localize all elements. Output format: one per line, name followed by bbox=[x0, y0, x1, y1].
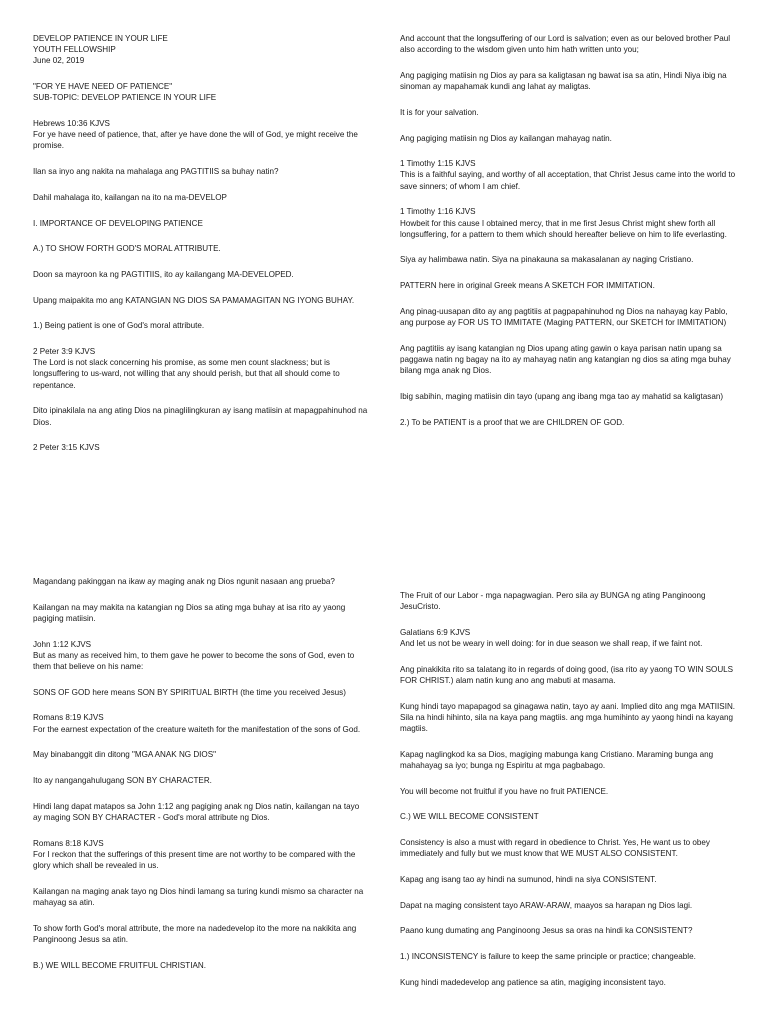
text-line: John 1:12 KJVS bbox=[33, 639, 92, 649]
text-line: 2 Peter 3:9 KJVS bbox=[33, 347, 96, 357]
text-line: Kung hindi tayo mapapagod sa ginagawa natin, tayo ay aani. Implied dito ang mga MATIISIN. Sila na hindi hihinto, sila na kaya pang magtiis. ang mga humihinto ay yaong hindi na kayang magtiis. bbox=[400, 701, 736, 734]
paragraph bbox=[33, 243, 368, 254]
text-line: You will become not fruitful if you have no fruit PATIENCE. bbox=[400, 786, 609, 796]
text-line: Dapat na maging consistent tayo ARAW-ARAW, maayos sa harapan ng Dios lagi. bbox=[400, 900, 693, 910]
paragraph bbox=[33, 602, 368, 624]
text-line: Ang pagiging matiisin ng Dios ay para sa kaligtasan ng bawat isa sa atin, Hindi Niya ibig na sinoman ay mapahamak kundi ang lahat ay maligtas. bbox=[400, 70, 727, 92]
paragraph bbox=[400, 133, 738, 144]
text-line: Kailangan na may makita na katangian ng Dios sa ating mga buhay at isa rito ay yaong pagiging matiisin. bbox=[33, 602, 346, 623]
text-line: I. IMPORTANCE OF DEVELOPING PATIENCE bbox=[33, 218, 203, 228]
text-line: Howbeit for this cause I obtained mercy, that in me first Jesus Christ might shew forth all longsuffering, for a pattern to them which should hereafter believe on him to life everlasting. bbox=[400, 218, 727, 239]
paragraph bbox=[400, 206, 738, 240]
text-line: Ang pagtitiis ay isang katangian ng Dios upang ating gawin o kaya parisan natin upang sa paggawa natin ng bagay na ito ay mahayag natin ang katangian ng dios sa ating mga buhay bilang mga anak ng Dios. bbox=[400, 343, 731, 376]
paragraph bbox=[33, 801, 368, 823]
text-line: Upang maipakita mo ang KATANGIAN NG DIOS SA PAMAMAGITAN NG IYONG BUHAY. bbox=[33, 295, 355, 305]
paragraph bbox=[33, 269, 368, 280]
text-line: YOUTH FELLOWSHIP bbox=[33, 45, 116, 55]
paragraph bbox=[33, 712, 368, 734]
paragraph bbox=[400, 837, 738, 859]
paragraph bbox=[400, 70, 738, 92]
top-right-column bbox=[400, 33, 738, 442]
text-line: This is a faithful saying, and worthy of all acceptation, that Christ Jesus came into the world to save sinners; of whom I am chief. bbox=[400, 170, 736, 191]
text-line: Romans 8:18 KJVS bbox=[33, 838, 104, 848]
paragraph bbox=[33, 687, 368, 698]
bottom-left-column bbox=[33, 576, 368, 985]
paragraph bbox=[33, 33, 368, 67]
text-line: Kapag naglingkod ka sa Dios, magiging mabunga kang Cristiano. Maraming bunga ang mahahayag sa iyo; bunga ng Espiritu at mga pagbabago. bbox=[400, 749, 714, 771]
text-line: DEVELOP PATIENCE IN YOUR LIFE bbox=[33, 34, 168, 43]
text-line: Kapag ang isang tao ay hindi na sumunod, hindi na siya CONSISTENT. bbox=[400, 875, 657, 885]
paragraph bbox=[33, 886, 368, 908]
paragraph bbox=[33, 923, 368, 945]
text-line: Ilan sa inyo ang nakita na mahalaga ang PAGTITIIS sa buhay natin? bbox=[33, 167, 279, 177]
text-line: Doon sa mayroon ka ng PAGTITIIS, ito ay kailangang MA-DEVELOPED. bbox=[33, 269, 294, 279]
paragraph bbox=[33, 405, 368, 427]
text-line: Paano kung dumating ang Panginoong Jesus sa oras na hindi ka CONSISTENT? bbox=[400, 926, 693, 936]
text-line: "FOR YE HAVE NEED OF PATIENCE" bbox=[33, 82, 173, 92]
text-line: 1 Timothy 1:16 KJVS bbox=[400, 207, 476, 217]
paragraph bbox=[400, 874, 738, 885]
paragraph bbox=[33, 749, 368, 760]
text-line: Siya ay halimbawa natin. Siya na pinakauna sa makasalanan ay naging Cristiano. bbox=[400, 255, 694, 265]
text-line: Ang pagiging matiisin ng Dios ay kailangan mahayag natin. bbox=[400, 133, 612, 143]
paragraph bbox=[400, 417, 738, 428]
text-line: Kailangan na maging anak tayo ng Dios hindi lamang sa turing kundi mismo sa character na mahayag sa atin. bbox=[33, 886, 364, 907]
paragraph bbox=[33, 576, 368, 587]
text-line: Ibig sabihin, maging matiisin din tayo (upang ang ibang mga tao ay mahatid sa kaligtasan) bbox=[400, 391, 724, 401]
paragraph bbox=[400, 811, 738, 822]
paragraph bbox=[400, 33, 738, 55]
text-line: Ang pinakikita rito sa talatang ito in regards of doing good, (isa rito ay yaong TO WIN SOULS FOR CHRIST.) alam natin kung ano ang mabuti at masama. bbox=[400, 664, 734, 686]
text-line: The Lord is not slack concerning his promise, as some men count slackness; but is longsuffering to us-ward, not willing that any should perish, but that all should come to repentance. bbox=[33, 358, 340, 390]
text-line: But as many as received him, to them gave he power to become the sons of God, even to them that believe on his name: bbox=[33, 650, 355, 672]
text-line: Ang pinag-uusapan dito ay ang pagtitiis at pagpapahinuhod ng Dios na nahayag kay Pablo, ang purpose ay FOR US TO IMMITATE (Maging PATTERN, our SKETCH for IMMITATION) bbox=[400, 306, 728, 328]
paragraph bbox=[400, 925, 738, 936]
paragraph bbox=[400, 306, 738, 328]
paragraph bbox=[400, 254, 738, 265]
paragraph bbox=[33, 775, 368, 786]
paragraph bbox=[33, 346, 368, 391]
paragraph bbox=[33, 166, 368, 177]
text-line: 1 Timothy 1:15 KJVS bbox=[400, 159, 476, 169]
paragraph bbox=[400, 627, 738, 649]
text-line: Kung hindi madedevelop ang patience sa atin, magiging inconsistent tayo. bbox=[400, 977, 666, 987]
text-line: June 02, 2019 bbox=[33, 56, 85, 66]
paragraph bbox=[33, 639, 368, 673]
text-line: Romans 8:19 KJVS bbox=[33, 713, 104, 723]
paragraph bbox=[400, 786, 738, 797]
paragraph bbox=[400, 280, 738, 291]
text-line: B.) WE WILL BECOME FRUITFUL CHRISTIAN. bbox=[33, 960, 206, 970]
bottom-right-column bbox=[400, 590, 738, 1003]
text-line: For I reckon that the sufferings of this present time are not worthy to be compared with the glory which shall be revealed in us. bbox=[33, 849, 356, 871]
paragraph bbox=[400, 590, 738, 612]
text-line: Hindi lang dapat matapos sa John 1:12 ang pagiging anak ng Dios natin, kailangan na tayo ay maging SON BY CHARACTER - God's moral attribute ng Dios. bbox=[33, 801, 360, 822]
paragraph bbox=[33, 320, 368, 331]
paragraph bbox=[400, 749, 738, 771]
text-line: Galatians 6:9 KJVS bbox=[400, 627, 471, 637]
text-line: And let us not be weary in well doing: for in due season we shall reap, if we faint not. bbox=[400, 639, 703, 649]
text-line: It is for your salvation. bbox=[400, 107, 479, 117]
text-line: C.) WE WILL BECOME CONSISTENT bbox=[400, 812, 539, 822]
text-line: SUB-TOPIC: DEVELOP PATIENCE IN YOUR LIFE bbox=[33, 93, 217, 103]
text-line: May binabanggit din ditong "MGA ANAK NG DIOS" bbox=[33, 750, 216, 760]
text-line: Dahil mahalaga ito, kailangan na ito na ma-DEVELOP bbox=[33, 192, 227, 202]
text-line: 2.) To be PATIENT is a proof that we are CHILDREN OF GOD. bbox=[400, 417, 625, 427]
text-line: PATTERN here in original Greek means A SKETCH FOR IMMITATION. bbox=[400, 281, 655, 291]
top-left-column bbox=[33, 33, 368, 468]
paragraph bbox=[400, 107, 738, 118]
text-line: Dito ipinakilala na ang ating Dios na pinaglilingkuran ay isang matiisin at mapagpahinuhod na Dios. bbox=[33, 406, 368, 427]
paragraph bbox=[33, 192, 368, 203]
paragraph bbox=[400, 664, 738, 686]
text-line: Consistency is also a must with regard in obedience to Christ. Yes, He want us to obey immediately and fully but we must know that WE MUST ALSO CONSISTENT. bbox=[400, 838, 710, 859]
text-line: Hebrews 10:36 KJVS bbox=[33, 119, 110, 129]
paragraph bbox=[33, 295, 368, 306]
paragraph bbox=[33, 118, 368, 152]
text-line: SONS OF GOD here means SON BY SPIRITUAL BIRTH (the time you received Jesus) bbox=[33, 687, 346, 697]
paragraph bbox=[400, 158, 738, 192]
paragraph bbox=[400, 951, 738, 962]
text-line: For ye have need of patience, that, after ye have done the will of God, ye might receive the promise. bbox=[33, 130, 358, 151]
text-line: Magandang pakinggan na ikaw ay maging anak ng Dios ngunit nasaan ang prueba? bbox=[33, 577, 335, 586]
text-line: Ito ay nangangahulugang SON BY CHARACTER. bbox=[33, 776, 212, 786]
text-line: The Fruit of our Labor - mga napagwagian. Pero sila ay BUNGA ng ating Panginoong JesuCristo. bbox=[400, 591, 706, 612]
paragraph bbox=[400, 900, 738, 911]
text-line: For the earnest expectation of the creature waiteth for the manifestation of the sons of God. bbox=[33, 724, 361, 734]
paragraph bbox=[33, 218, 368, 229]
paragraph bbox=[33, 838, 368, 872]
paragraph bbox=[33, 442, 368, 453]
text-line: 1.) INCONSISTENCY is failure to keep the same principle or practice; changeable. bbox=[400, 952, 696, 962]
paragraph bbox=[400, 343, 738, 377]
paragraph bbox=[33, 81, 368, 103]
text-line: And account that the longsuffering of our Lord is salvation; even as our beloved brother Paul also according to the wisdom given unto him hath written unto you; bbox=[400, 34, 731, 55]
text-line: To show forth God's moral attribute, the more na nadedevelop ito the more na nakikita ang Panginoong Jesus sa atin. bbox=[33, 923, 357, 944]
text-line: 1.) Being patient is one of God's moral attribute. bbox=[33, 321, 205, 331]
text-line: 2 Peter 3:15 KJVS bbox=[33, 443, 100, 453]
paragraph bbox=[400, 391, 738, 402]
text-line: A.) TO SHOW FORTH GOD'S MORAL ATTRIBUTE. bbox=[33, 244, 221, 254]
paragraph bbox=[33, 960, 368, 971]
paragraph bbox=[400, 701, 738, 735]
paragraph bbox=[400, 977, 738, 988]
